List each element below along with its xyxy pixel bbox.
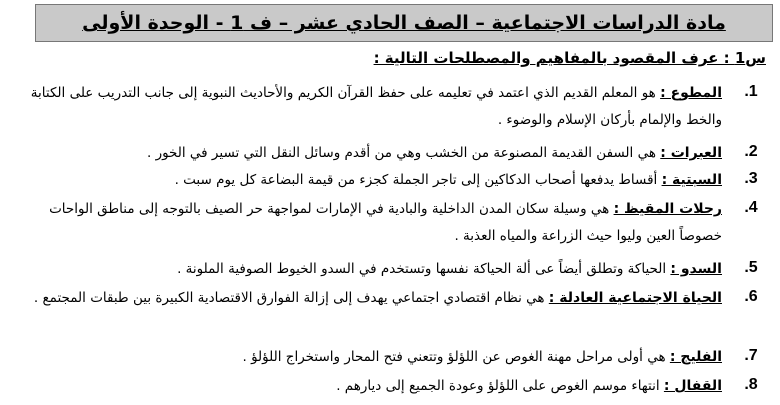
item-term: رحلات المقيظ : [613,201,722,217]
item-number: 3. [744,170,758,187]
item-term: العبرات : [660,145,722,161]
item-definition: أقساط يدفعها أصحاب الدكاكين إلى تاجر الجملة كجزء من قيمة البضاعة كل يوم سبت . [174,172,658,188]
item-definition: انتهاء موسم الغوص على اللؤلؤ وعودة الجميع إلى ديارهم . [336,378,660,394]
list-item [26,285,766,312]
list-item [26,256,766,283]
item-term: الفليج : [669,349,722,365]
item-term: الحياة الاجتماعية العادلة : [548,290,722,306]
item-definition: هو المعلم القديم الذي اعتمد في تعليمه على حفظ القرآن الكريم والأحاديث النبوية إلى جانب التدريب على الكتابة والخط والإلمام بأركان الإسلام والوضوء . [30,85,722,128]
item-number: 8. [744,376,758,393]
item-definition: هي السفن القديمة المصنوعة من الخشب وهي من أقدم وسائل النقل التي تسير في الخور . [146,145,656,161]
item-definition: الحياكة وتطلق أيضاً عى ألة الحياكة نفسها وتستخدم في السدو الخيوط الصوفية الملونة . [177,261,667,277]
item-number: 4. [744,199,758,216]
list-item [26,80,766,134]
item-number: 7. [744,347,758,364]
list-item [26,373,766,400]
page-title: مادة الدراسات الاجتماعية – الصف الحادي عشر – ف 1 - الوحدة الأولى [35,4,773,42]
item-term: السبتية : [661,172,722,188]
item-number: 5. [744,259,758,276]
item-definition: هي أولى مراحل مهنة الغوص عن اللؤلؤ وتتعني فتح المحار واستخراج اللؤلؤ . [242,349,666,365]
item-definition: هي نظام اقتصادي اجتماعي يهدف إلى إزالة الفوارق الاقتصادية الكبيرة بين طبقات المجتمع . [33,290,545,306]
item-term: القفال : [663,378,722,394]
item-number: 2. [744,143,758,160]
list-item [26,196,766,250]
item-number: 6. [744,288,758,305]
item-term: السدو : [670,261,722,277]
list-item [26,344,766,371]
question-heading: س1 : عرف المقصود بالمفاهيم والمصطلحات التالية : [373,49,766,67]
list-item [26,167,766,194]
list-item [26,140,766,167]
item-number: 1. [744,83,758,100]
item-term: المطوع : [660,85,722,101]
item-definition: هي وسيلة سكان المدن الداخلية والبادية في الإمارات لمواجهة حر الصيف بالتوجه إلى مناطق الواحات خصوصاً العين وليوا حيث الزراعة والمياه العذبة . [49,201,722,244]
